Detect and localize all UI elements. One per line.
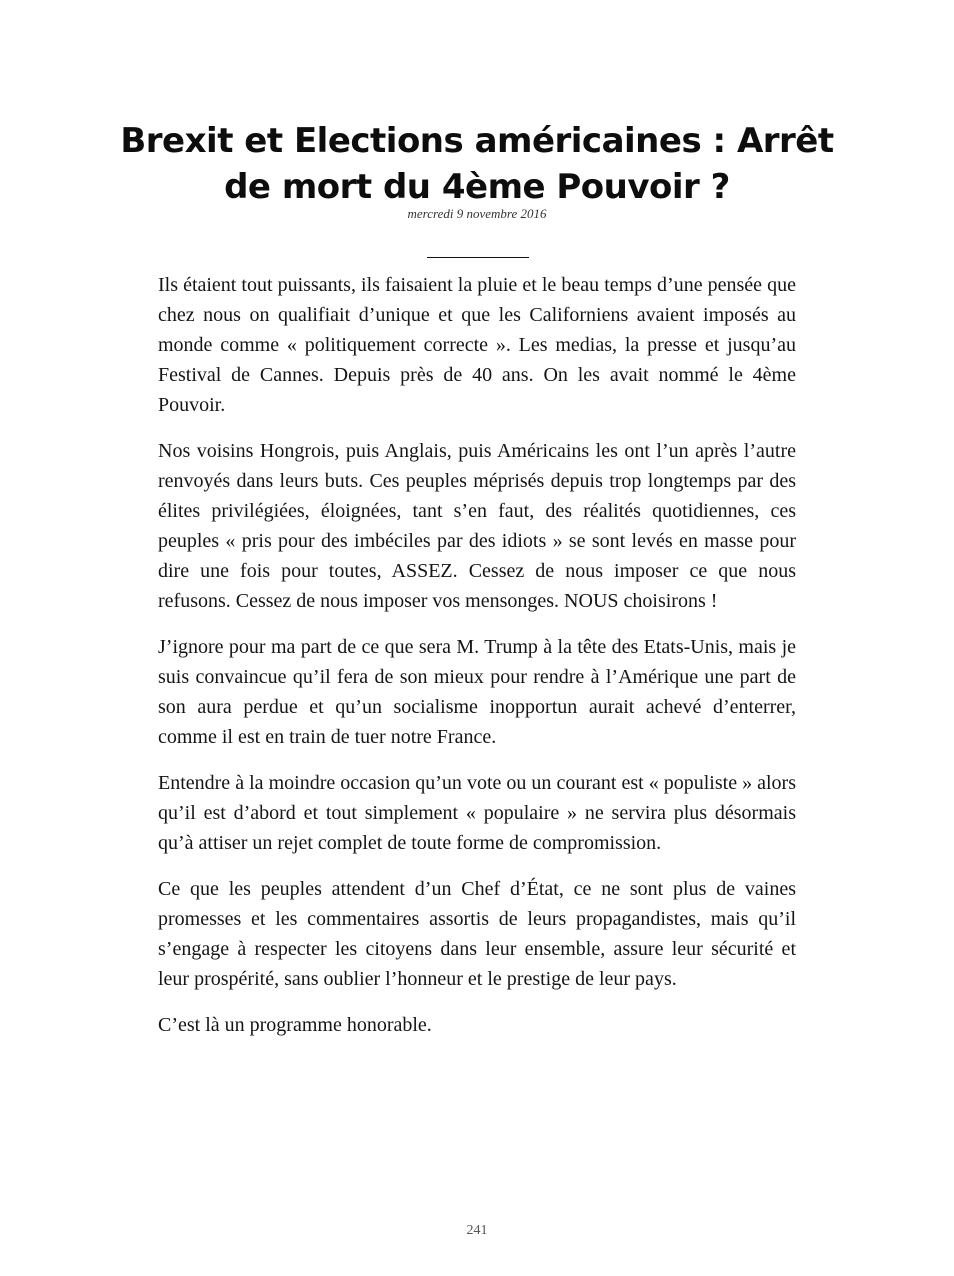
- paragraph-6: C’est là un programme honorable.: [158, 1014, 432, 1036]
- title-separator: [427, 257, 529, 258]
- paragraph-3: J’ignore pour ma part de ce que sera M. Trump à la tête des Etats-Unis, mais je suis convaincue qu’il fera de son mieux pour rendre à l’Amérique une part de son aura perdue et qu’un socialisme inopportun aurait achevé d’enterrer, comme il est en train de tuer notre France.: [158, 636, 796, 748]
- paragraph-2: Nos voisins Hongrois, puis Anglais, puis Américains les ont l’un après l’autre renvoyés dans leurs buts. Ces peuples méprisés depuis trop longtemps par des élites privilégiées, éloignées, tant s’en faut, des réalités quotidiennes, ces peuples « pris pour des imbéciles par des idiots » se sont levés en masse pour dire une fois pour toutes, ASSEZ. Cessez de nous imposer ce que nous refusons. Cessez de nous imposer vos mensonges. NOUS choisirons !: [158, 440, 796, 612]
- paragraph-1: Ils étaient tout puissants, ils faisaient la pluie et le beau temps d’une pensée que chez nous on qualifiait d’unique et que les Californiens avaient imposés au monde comme « politiquement correcte ». Les medias, la presse et jusqu’au Festival de Cannes. Depuis près de 40 ans. On les avait nommé le 4ème Pouvoir.: [158, 274, 796, 416]
- paragraph-5: Ce que les peuples attendent d’un Chef d’État, ce ne sont plus de vaines promesses et les commentaires assortis de leurs propagandistes, mais qu’il s’engage à respecter les citoyens dans leur ensemble, assure leur sécurité et leur prospérité, sans oublier l’honneur et le prestige de leur pays.: [158, 878, 796, 990]
- article-body: [158, 270, 796, 1056]
- article-title: Brexit et Elections américaines : Arrêt de mort du 4ème Pouvoir ?: [120, 121, 834, 207]
- page-number: 241: [466, 1223, 488, 1238]
- paragraph-4: Entendre à la moindre occasion qu’un vote ou un courant est « populiste » alors qu’il est d’abord et tout simplement « populaire » ne servira plus désormais qu’à attiser un rejet complet de toute forme de compromission.: [158, 772, 796, 854]
- article-date: mercredi 9 novembre 2016: [407, 206, 547, 221]
